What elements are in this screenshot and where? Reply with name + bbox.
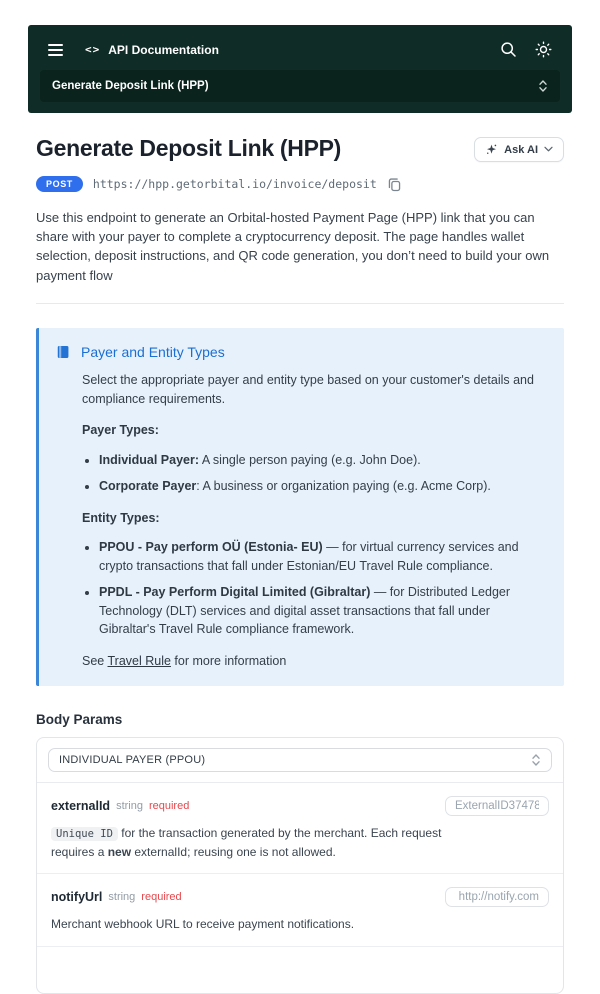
chevron-up-down-icon [538,79,548,93]
param-required-badge: required [148,799,190,812]
chevron-down-icon [544,146,553,153]
page-description: Use this endpoint to generate an Orbital-hosted Payment Page (HPP) link that you can share with your payer to complete a cryptocurrency deposit. The page handles wallet selection, deposit instructions, and QR code generation, you don’t need to build your own payment flow [36,210,550,283]
code-icon: <> [85,43,101,56]
endpoint-url: https://hpp.getorbital.io/invoice/deposit [92,177,377,191]
param-header [51,796,549,816]
page-title: Generate Deposit Link (HPP) [36,135,342,161]
header-row [40,32,560,67]
book-icon [56,345,70,359]
app-title: API Documentation [108,42,219,57]
notifyurl-input[interactable] [445,887,549,907]
param-description: Unique ID for the transaction generated by the merchant. Each request requires a new externalId; reusing one is not allowed. [51,825,442,859]
param-row-externalid [37,783,563,874]
chevron-up-down-icon [531,753,541,767]
param-name: externalId [51,798,111,813]
title-row [36,135,564,162]
menu-icon[interactable] [48,44,63,56]
externalid-input[interactable] [445,796,549,816]
top-header [28,25,572,113]
callout-footer: See Travel Rule for more information [82,654,287,669]
main-content [0,135,600,994]
divider [36,303,564,304]
list-item: • Individual Payer: A single person paying (e.g. John Doe). [99,451,544,470]
callout-intro: Select the appropriate payer and entity type based on your customer's details and compliance requirements. [82,372,534,406]
entity-types-list [82,538,544,639]
entity-types-label: Entity Types: [82,510,160,525]
list-item: • PPDL - Pay Perform Digital Limited (Gibraltar) — for Distributed Ledger Technology (DLT) services and digital asset transactions that fall under Gibraltar's Travel Rule compliance framework. [99,583,544,639]
payer-types-list [82,451,544,496]
copy-icon[interactable] [387,177,402,192]
method-badge: POST [36,176,83,192]
payer-type-select-value: INDIVIDUAL PAYER (PPOU) [59,753,206,766]
callout-body [82,371,544,671]
payer-type-select[interactable] [48,748,552,772]
list-item: • PPOU - Pay perform OÜ (Estonia- EU) — for virtual currency services and crypto transactions that fall under Estonian/EU Travel Rule compliance. [99,538,544,576]
ask-ai-button[interactable] [474,137,564,162]
search-icon[interactable] [500,41,517,58]
travel-rule-link[interactable]: Travel Rule [107,654,171,669]
param-name: notifyUrl [51,890,103,905]
list-item: • Corporate Payer: A business or organization paying (e.g. Acme Corp). [99,477,544,496]
theme-toggle-icon[interactable] [535,41,552,58]
page-selector-label: Generate Deposit Link (HPP) [52,80,209,92]
info-callout [36,328,564,686]
payer-types-label: Payer Types: [82,423,159,438]
callout-title: Payer and Entity Types [81,343,225,360]
body-params-heading: Body Params [36,711,123,727]
body-params-card [36,737,564,994]
ask-ai-label: Ask AI [504,143,538,156]
callout-header [56,344,544,360]
code-chip: Unique ID [51,827,118,841]
param-type: string [108,891,136,904]
param-description: Merchant webhook URL to receive payment notifications. [51,917,355,932]
param-row-notifyurl [37,874,563,947]
card-empty-space [37,947,563,993]
payer-select-row [37,738,563,783]
header-actions [500,41,552,58]
param-header [51,887,549,907]
param-type: string [116,799,143,812]
sparkle-icon [485,143,498,156]
page-selector[interactable] [40,70,560,102]
param-required-badge: required [141,891,182,904]
endpoint-row [36,176,564,192]
